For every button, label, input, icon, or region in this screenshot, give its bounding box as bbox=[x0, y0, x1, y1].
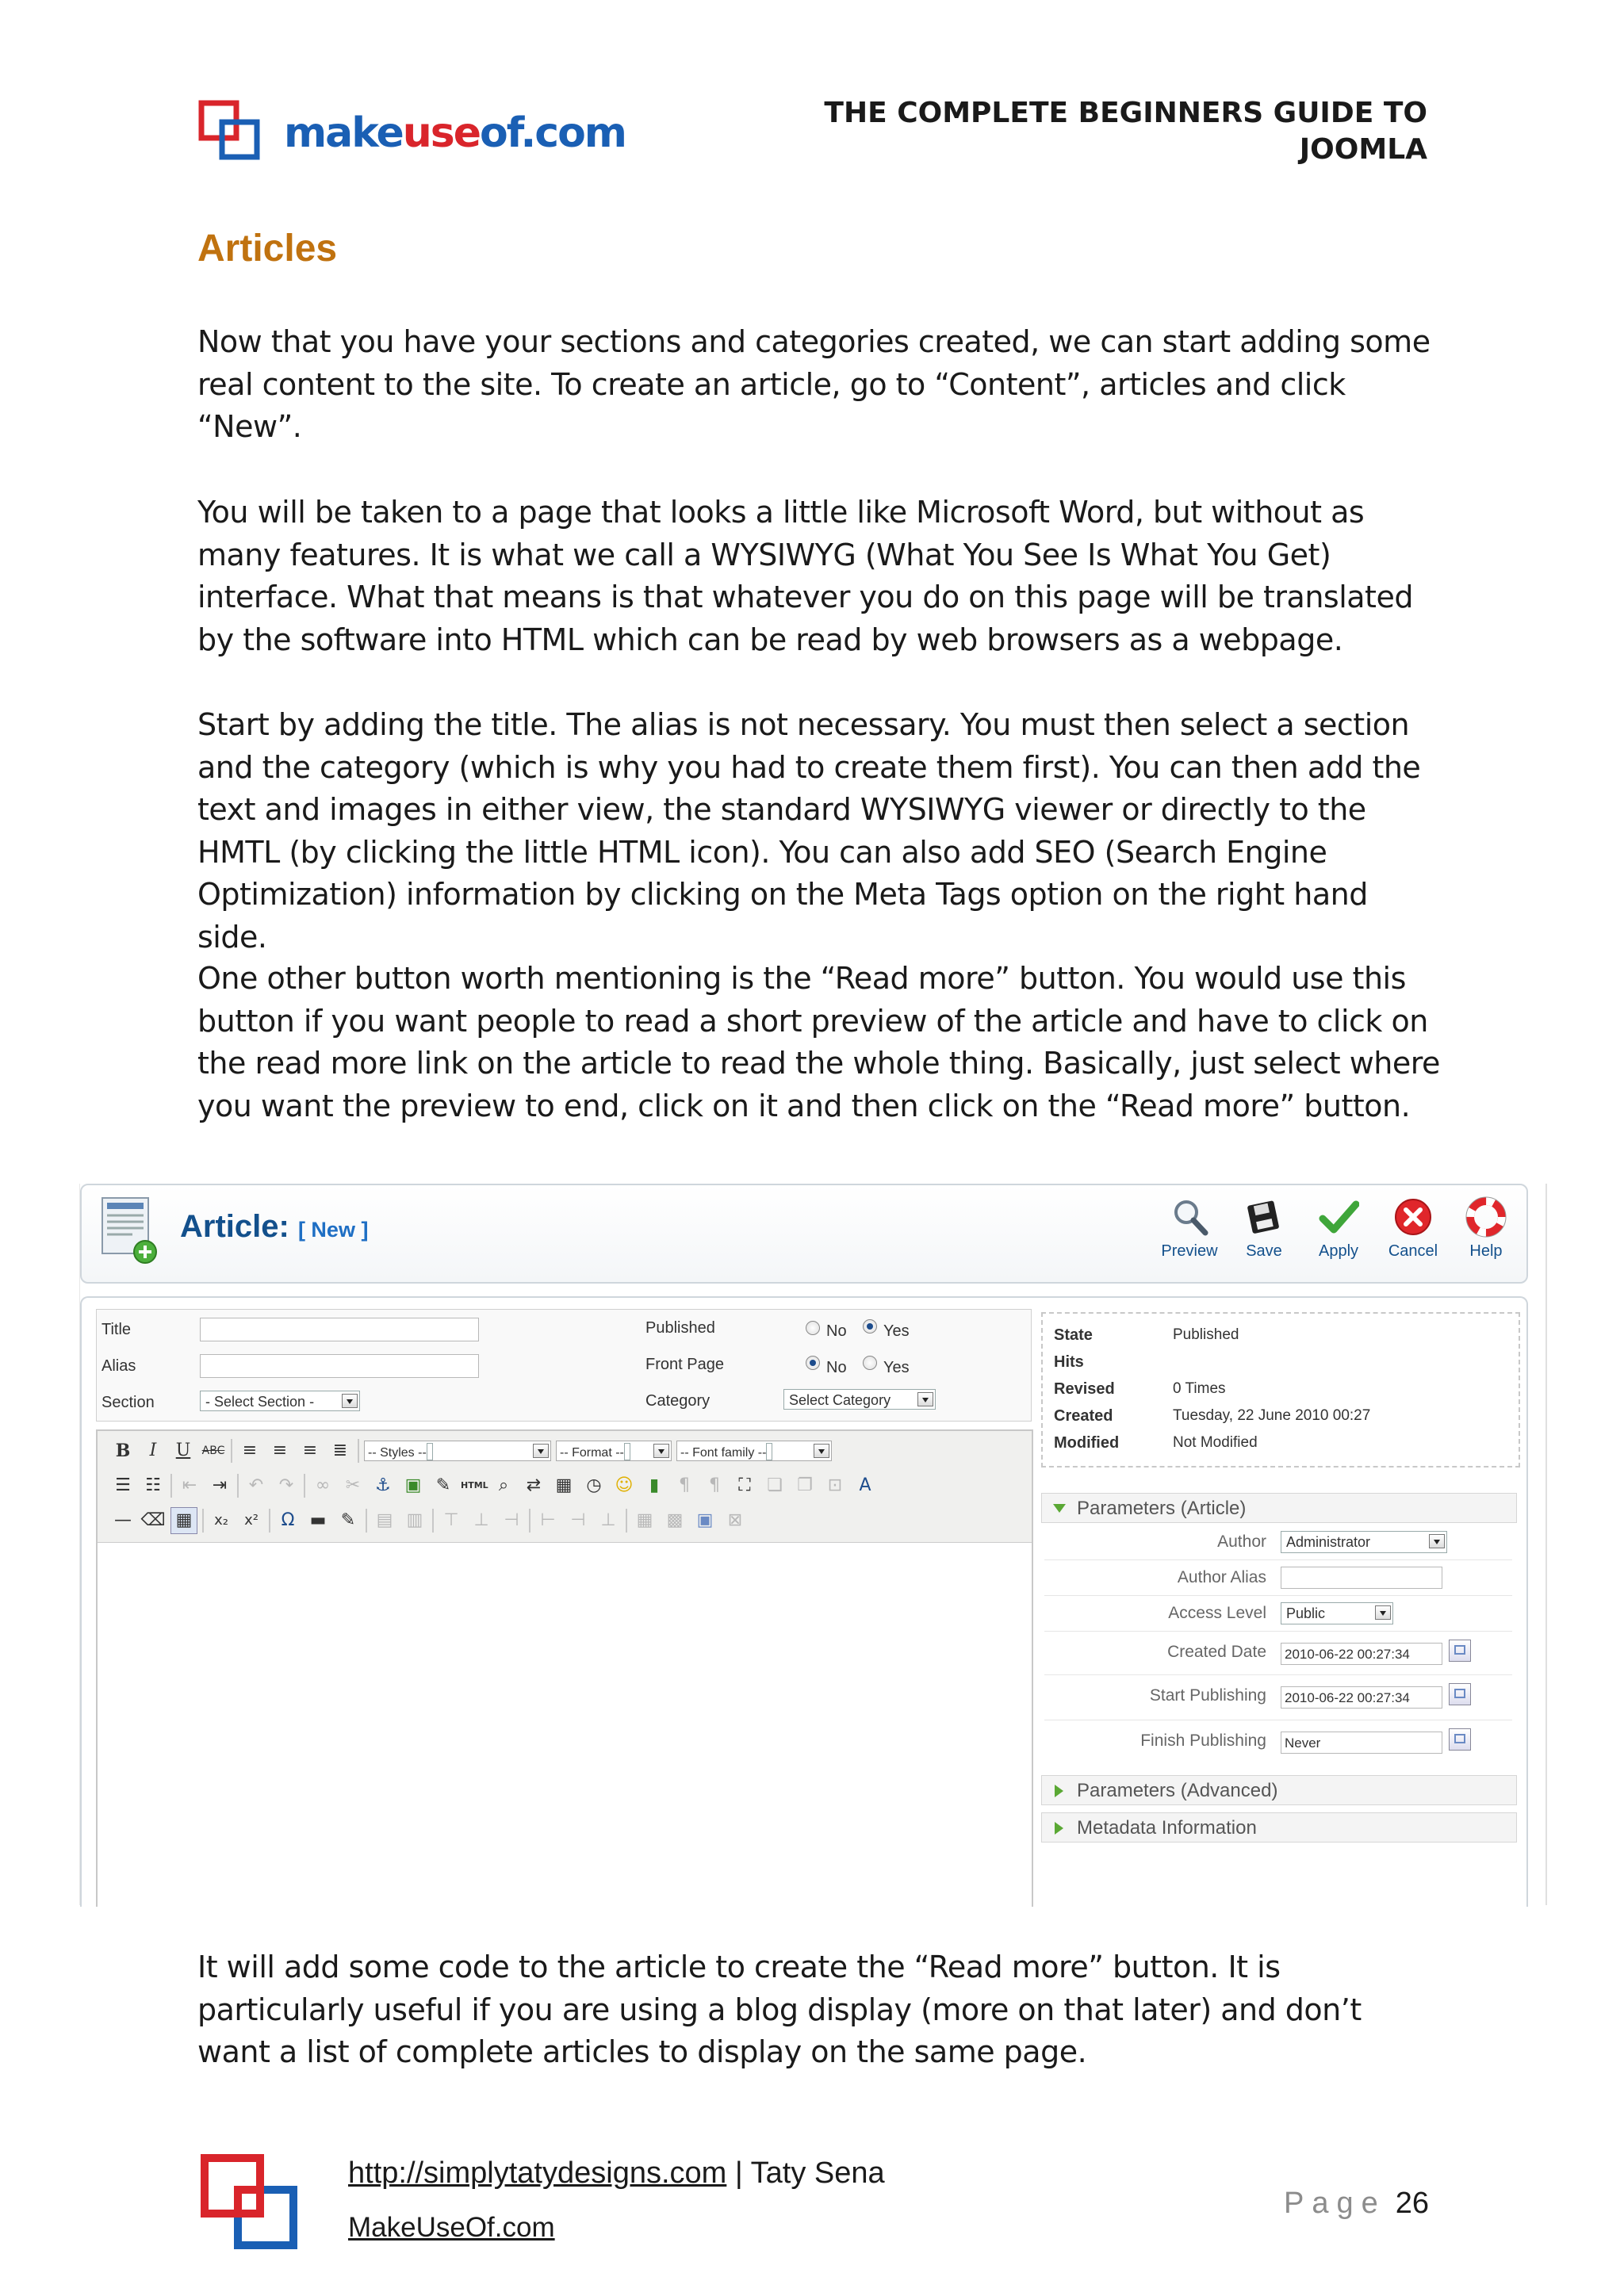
category-label: Category bbox=[645, 1392, 710, 1410]
page-number: Page 26 bbox=[1283, 2187, 1429, 2220]
guide-title bbox=[824, 95, 1427, 168]
editor-content-area[interactable] bbox=[98, 1543, 1032, 1907]
toolbar-divider bbox=[170, 1474, 172, 1498]
html-icon[interactable]: HTML bbox=[461, 1480, 488, 1490]
indent-icon[interactable]: ⇥ bbox=[212, 1475, 228, 1495]
cell-props-icon[interactable]: ▣ bbox=[696, 1510, 714, 1530]
chevron-down-icon bbox=[342, 1394, 358, 1408]
access-level-select[interactable]: Public bbox=[1281, 1602, 1393, 1624]
section-label: Section bbox=[102, 1394, 155, 1411]
toolbar-divider bbox=[366, 1509, 367, 1533]
toolbar-divider bbox=[269, 1509, 270, 1533]
start-publishing-input[interactable]: 2010-06-22 00:27:34 bbox=[1281, 1686, 1442, 1709]
bullet-list-icon[interactable]: ☰ bbox=[115, 1475, 131, 1495]
triangle-right-icon bbox=[1055, 1785, 1063, 1797]
calendar-icon[interactable] bbox=[1449, 1728, 1471, 1751]
paragraph-wysiwyg: You will be taken to a page that looks a little like Microsoft Word, but without as many features. It is what we call a WYSIWYG (What You See Is What You Get) interface. What that means is that whatever you do on this page will be translated by the software into HTML which can be read by web browsers as a webpage. bbox=[197, 495, 1413, 657]
published-yes-radio[interactable] bbox=[863, 1319, 877, 1334]
finish-publishing-label: Finish Publishing bbox=[1140, 1732, 1266, 1750]
font-family-select[interactable]: -- Font family -- bbox=[676, 1441, 832, 1461]
frontpage-no-label: No bbox=[826, 1359, 847, 1376]
paragraph-read-more: One other button worth mentioning is the “Read more” button. You would use this button if you want people to read a short preview of the article and have to click on the read more link on the article to read the whole thing. Basically, just select where you want the preview to end, click on it and then click on the “Read more” button. bbox=[197, 961, 1440, 1123]
article-state-box bbox=[1041, 1312, 1520, 1468]
align-center-icon[interactable]: ≡ bbox=[272, 1441, 288, 1460]
chevron-down-icon bbox=[1375, 1605, 1391, 1620]
access-level-row bbox=[1044, 1596, 1512, 1632]
joomla-article-screenshot bbox=[79, 1184, 1547, 1905]
split-cells-icon[interactable]: ▦ bbox=[636, 1510, 653, 1530]
access-level-label: Access Level bbox=[1168, 1604, 1266, 1622]
anchor-icon[interactable]: ⚓ bbox=[375, 1475, 391, 1495]
alias-input[interactable] bbox=[200, 1354, 479, 1378]
font-color-icon[interactable]: A bbox=[859, 1475, 871, 1495]
frontpage-yes-radio[interactable] bbox=[863, 1356, 877, 1370]
horizontal-rule-icon[interactable]: — bbox=[114, 1510, 132, 1530]
frontpage-label: Front Page bbox=[645, 1356, 724, 1373]
footer-makeuseof-link[interactable]: MakeUseOf.com bbox=[348, 2212, 555, 2243]
revised-label: Revised bbox=[1054, 1380, 1115, 1398]
frontpage-no-radio[interactable] bbox=[806, 1356, 820, 1370]
align-left-icon[interactable]: ≡ bbox=[242, 1441, 258, 1460]
help-button[interactable]: Help bbox=[1450, 1196, 1522, 1261]
align-justify-icon[interactable]: ≣ bbox=[332, 1441, 348, 1460]
published-no-radio[interactable] bbox=[806, 1321, 820, 1335]
footer-credit: http://simplytatydesigns.com | Taty Sena bbox=[348, 2156, 885, 2190]
modified-label: Modified bbox=[1054, 1434, 1120, 1452]
save-button[interactable]: Save bbox=[1228, 1196, 1300, 1261]
finish-publishing-row bbox=[1044, 1720, 1512, 1763]
toolbar-divider bbox=[231, 1439, 232, 1463]
paragraph-read-more-code: It will add some code to the article to create the “Read more” button. It is particularly useful if you are using a blog display (more on that later) and don’t want a list of complete articles to display on the same page. bbox=[197, 1950, 1362, 2069]
metadata-information-header[interactable]: Metadata Information bbox=[1041, 1812, 1517, 1843]
footer-author: Taty Sena bbox=[750, 2156, 885, 2190]
floppy-disk-icon bbox=[1243, 1196, 1285, 1238]
superscript-icon[interactable]: x² bbox=[244, 1512, 259, 1529]
undo-icon[interactable]: ↶ bbox=[248, 1475, 264, 1495]
triangle-right-icon bbox=[1055, 1822, 1063, 1835]
editor-toolbar-row2 bbox=[110, 1471, 878, 1501]
wysiwyg-editor bbox=[96, 1429, 1033, 1907]
footer-website-link[interactable]: http://simplytatydesigns.com bbox=[348, 2156, 727, 2190]
table-props-icon[interactable]: ▥ bbox=[406, 1510, 423, 1530]
replace-icon[interactable]: ⇄ bbox=[526, 1475, 542, 1495]
bold-icon[interactable]: B bbox=[115, 1441, 131, 1461]
triangle-down-icon bbox=[1053, 1504, 1066, 1513]
state-value: Published bbox=[1173, 1326, 1239, 1343]
toolbar-divider bbox=[358, 1439, 359, 1463]
alias-label: Alias bbox=[102, 1357, 136, 1375]
makeuseof-footer-logo-icon bbox=[198, 2152, 309, 2255]
makeuseof-logo-text: makeuseof.com bbox=[284, 109, 626, 157]
checkmark-icon bbox=[1318, 1196, 1359, 1238]
created-date-label: Created Date bbox=[1167, 1643, 1266, 1661]
created-value: Tuesday, 22 June 2010 00:27 bbox=[1173, 1407, 1371, 1424]
table-delete-icon[interactable]: ⊠ bbox=[727, 1510, 743, 1530]
article-new-icon bbox=[101, 1196, 158, 1265]
toolbar-divider bbox=[432, 1509, 434, 1533]
calendar-icon[interactable] bbox=[1449, 1683, 1471, 1705]
start-publishing-label: Start Publishing bbox=[1149, 1686, 1266, 1705]
author-alias-row bbox=[1044, 1560, 1512, 1596]
created-date-row bbox=[1044, 1632, 1512, 1675]
author-alias-label: Author Alias bbox=[1177, 1568, 1266, 1586]
apply-button[interactable]: Apply bbox=[1303, 1196, 1374, 1261]
revised-value: 0 Times bbox=[1173, 1380, 1226, 1397]
find-icon[interactable]: ⌕ bbox=[498, 1475, 509, 1495]
paragraph-intro: Now that you have your sections and categories created, we can start adding some real content to the site. To create an article, go to “Content”, articles and click “New”. bbox=[197, 324, 1431, 444]
created-label: Created bbox=[1054, 1407, 1113, 1425]
fullscreen-icon[interactable]: ⛶ bbox=[738, 1475, 751, 1495]
align-right-icon[interactable]: ≡ bbox=[302, 1441, 318, 1460]
hits-label: Hits bbox=[1054, 1353, 1084, 1371]
magnifier-icon bbox=[1169, 1196, 1210, 1238]
cancel-button[interactable]: Cancel bbox=[1377, 1196, 1449, 1261]
read-more-icon[interactable]: ▬ bbox=[309, 1510, 327, 1530]
author-select[interactable]: Administrator bbox=[1281, 1531, 1447, 1553]
category-select[interactable]: Select Category bbox=[783, 1389, 936, 1410]
toolbar-divider bbox=[202, 1509, 204, 1533]
styles-select[interactable]: -- Styles -- bbox=[364, 1441, 551, 1461]
created-date-input[interactable]: 2010-06-22 00:27:34 bbox=[1281, 1643, 1442, 1665]
title-input[interactable] bbox=[200, 1318, 479, 1341]
editor-toolbar-row3 bbox=[110, 1506, 748, 1536]
format-select[interactable]: -- Format -- bbox=[556, 1441, 672, 1461]
published-yes-label: Yes bbox=[883, 1322, 910, 1340]
remove-format-icon[interactable]: ⌫ bbox=[140, 1510, 166, 1530]
toolbar-divider bbox=[626, 1509, 627, 1533]
merge-cells-icon[interactable]: ▩ bbox=[666, 1510, 684, 1530]
rtl-icon[interactable]: ¶ bbox=[709, 1475, 720, 1495]
italic-icon[interactable]: I bbox=[149, 1441, 157, 1460]
author-label: Author bbox=[1217, 1533, 1266, 1551]
modified-value: Not Modified bbox=[1173, 1434, 1258, 1451]
toolbar-divider bbox=[304, 1474, 305, 1498]
subscript-icon[interactable]: x₂ bbox=[214, 1512, 228, 1529]
delete-col-icon[interactable]: ⊥ bbox=[600, 1510, 616, 1530]
image-icon[interactable]: ▣ bbox=[404, 1475, 422, 1495]
insert-date-icon[interactable]: ▦ bbox=[555, 1475, 573, 1495]
row-before-icon[interactable]: ⊤ bbox=[443, 1510, 459, 1530]
cleanup-icon[interactable]: ✎ bbox=[435, 1475, 451, 1495]
author-alias-input[interactable] bbox=[1281, 1567, 1442, 1589]
toolbar-divider bbox=[237, 1474, 239, 1498]
emoticon-icon[interactable]: ☺ bbox=[615, 1475, 634, 1495]
media-icon[interactable]: ▮ bbox=[649, 1475, 660, 1495]
section-select[interactable]: - Select Section - bbox=[200, 1391, 360, 1411]
redo-icon[interactable]: ↷ bbox=[278, 1475, 294, 1495]
details-fieldset bbox=[96, 1309, 1032, 1422]
chevron-down-icon bbox=[1429, 1534, 1445, 1548]
page-break-icon[interactable]: ✎ bbox=[340, 1510, 356, 1530]
cancel-x-icon bbox=[1392, 1196, 1434, 1238]
published-no-label: No bbox=[826, 1322, 847, 1340]
insert-time-icon[interactable]: ◷ bbox=[586, 1475, 602, 1495]
special-char-icon[interactable]: Ω bbox=[281, 1510, 295, 1530]
row-after-icon[interactable]: ⊥ bbox=[473, 1510, 489, 1530]
table-icon[interactable]: ▤ bbox=[376, 1510, 393, 1530]
underline-icon[interactable]: U bbox=[175, 1441, 191, 1460]
lifebuoy-icon bbox=[1465, 1196, 1507, 1238]
section-heading: Articles bbox=[197, 228, 338, 270]
start-publishing-row bbox=[1044, 1675, 1512, 1720]
state-label: State bbox=[1054, 1326, 1093, 1344]
guide-title-line2: JOOMLA bbox=[1299, 133, 1427, 166]
preview-button[interactable]: Preview bbox=[1154, 1196, 1225, 1261]
parameters-article-header[interactable]: Parameters (Article) bbox=[1041, 1493, 1517, 1523]
outdent-icon[interactable]: ⇤ bbox=[182, 1475, 197, 1495]
paragraph-title-alias: Start by adding the title. The alias is not necessary. You must then select a section and the category (which is why you had to create them first). You can then add the text and images in either view, the standard WYSIWYG viewer or directly to the HMTL (by clicking the little HTML icon). You can also add SEO (Search Engine Optimization) information by clicking on the Meta Tags option on the right hand side. bbox=[197, 707, 1421, 955]
visual-aid-icon[interactable]: ▦ bbox=[170, 1507, 197, 1534]
editor-toolbar-row1 bbox=[110, 1436, 832, 1466]
absolute-icon[interactable]: ⊡ bbox=[827, 1475, 843, 1495]
title-label: Title bbox=[102, 1321, 132, 1338]
link-icon[interactable]: ∞ bbox=[315, 1475, 331, 1495]
guide-title-line1: THE COMPLETE BEGINNERS GUIDE TO bbox=[824, 97, 1427, 129]
frontpage-yes-label: Yes bbox=[883, 1359, 910, 1376]
finish-publishing-input[interactable]: Never bbox=[1281, 1732, 1442, 1754]
published-label: Published bbox=[645, 1319, 715, 1337]
layer-icon[interactable]: ❏ bbox=[767, 1475, 783, 1495]
numbered-list-icon[interactable]: ☷ bbox=[145, 1475, 161, 1495]
article-toolbar bbox=[80, 1184, 1528, 1284]
col-after-icon[interactable]: ⊣ bbox=[570, 1510, 586, 1530]
ltr-icon[interactable]: ¶ bbox=[679, 1475, 690, 1495]
parameters-advanced-header[interactable]: Parameters (Advanced) bbox=[1041, 1775, 1517, 1805]
col-before-icon[interactable]: ⊢ bbox=[540, 1510, 556, 1530]
chevron-down-icon bbox=[917, 1392, 933, 1406]
toolbar-divider bbox=[529, 1509, 530, 1533]
strikethrough-icon[interactable]: ABC bbox=[201, 1445, 225, 1457]
makeuseof-logo-icon bbox=[198, 97, 278, 168]
author-row bbox=[1044, 1525, 1512, 1560]
unlink-icon[interactable]: ✂ bbox=[345, 1475, 361, 1495]
calendar-icon[interactable] bbox=[1449, 1640, 1471, 1662]
delete-row-icon[interactable]: ⊣ bbox=[504, 1510, 519, 1530]
article-title: Article: [ New ] bbox=[180, 1209, 369, 1244]
editor-toolbar bbox=[98, 1431, 1032, 1543]
layer-forward-icon[interactable]: ❐ bbox=[797, 1475, 813, 1495]
